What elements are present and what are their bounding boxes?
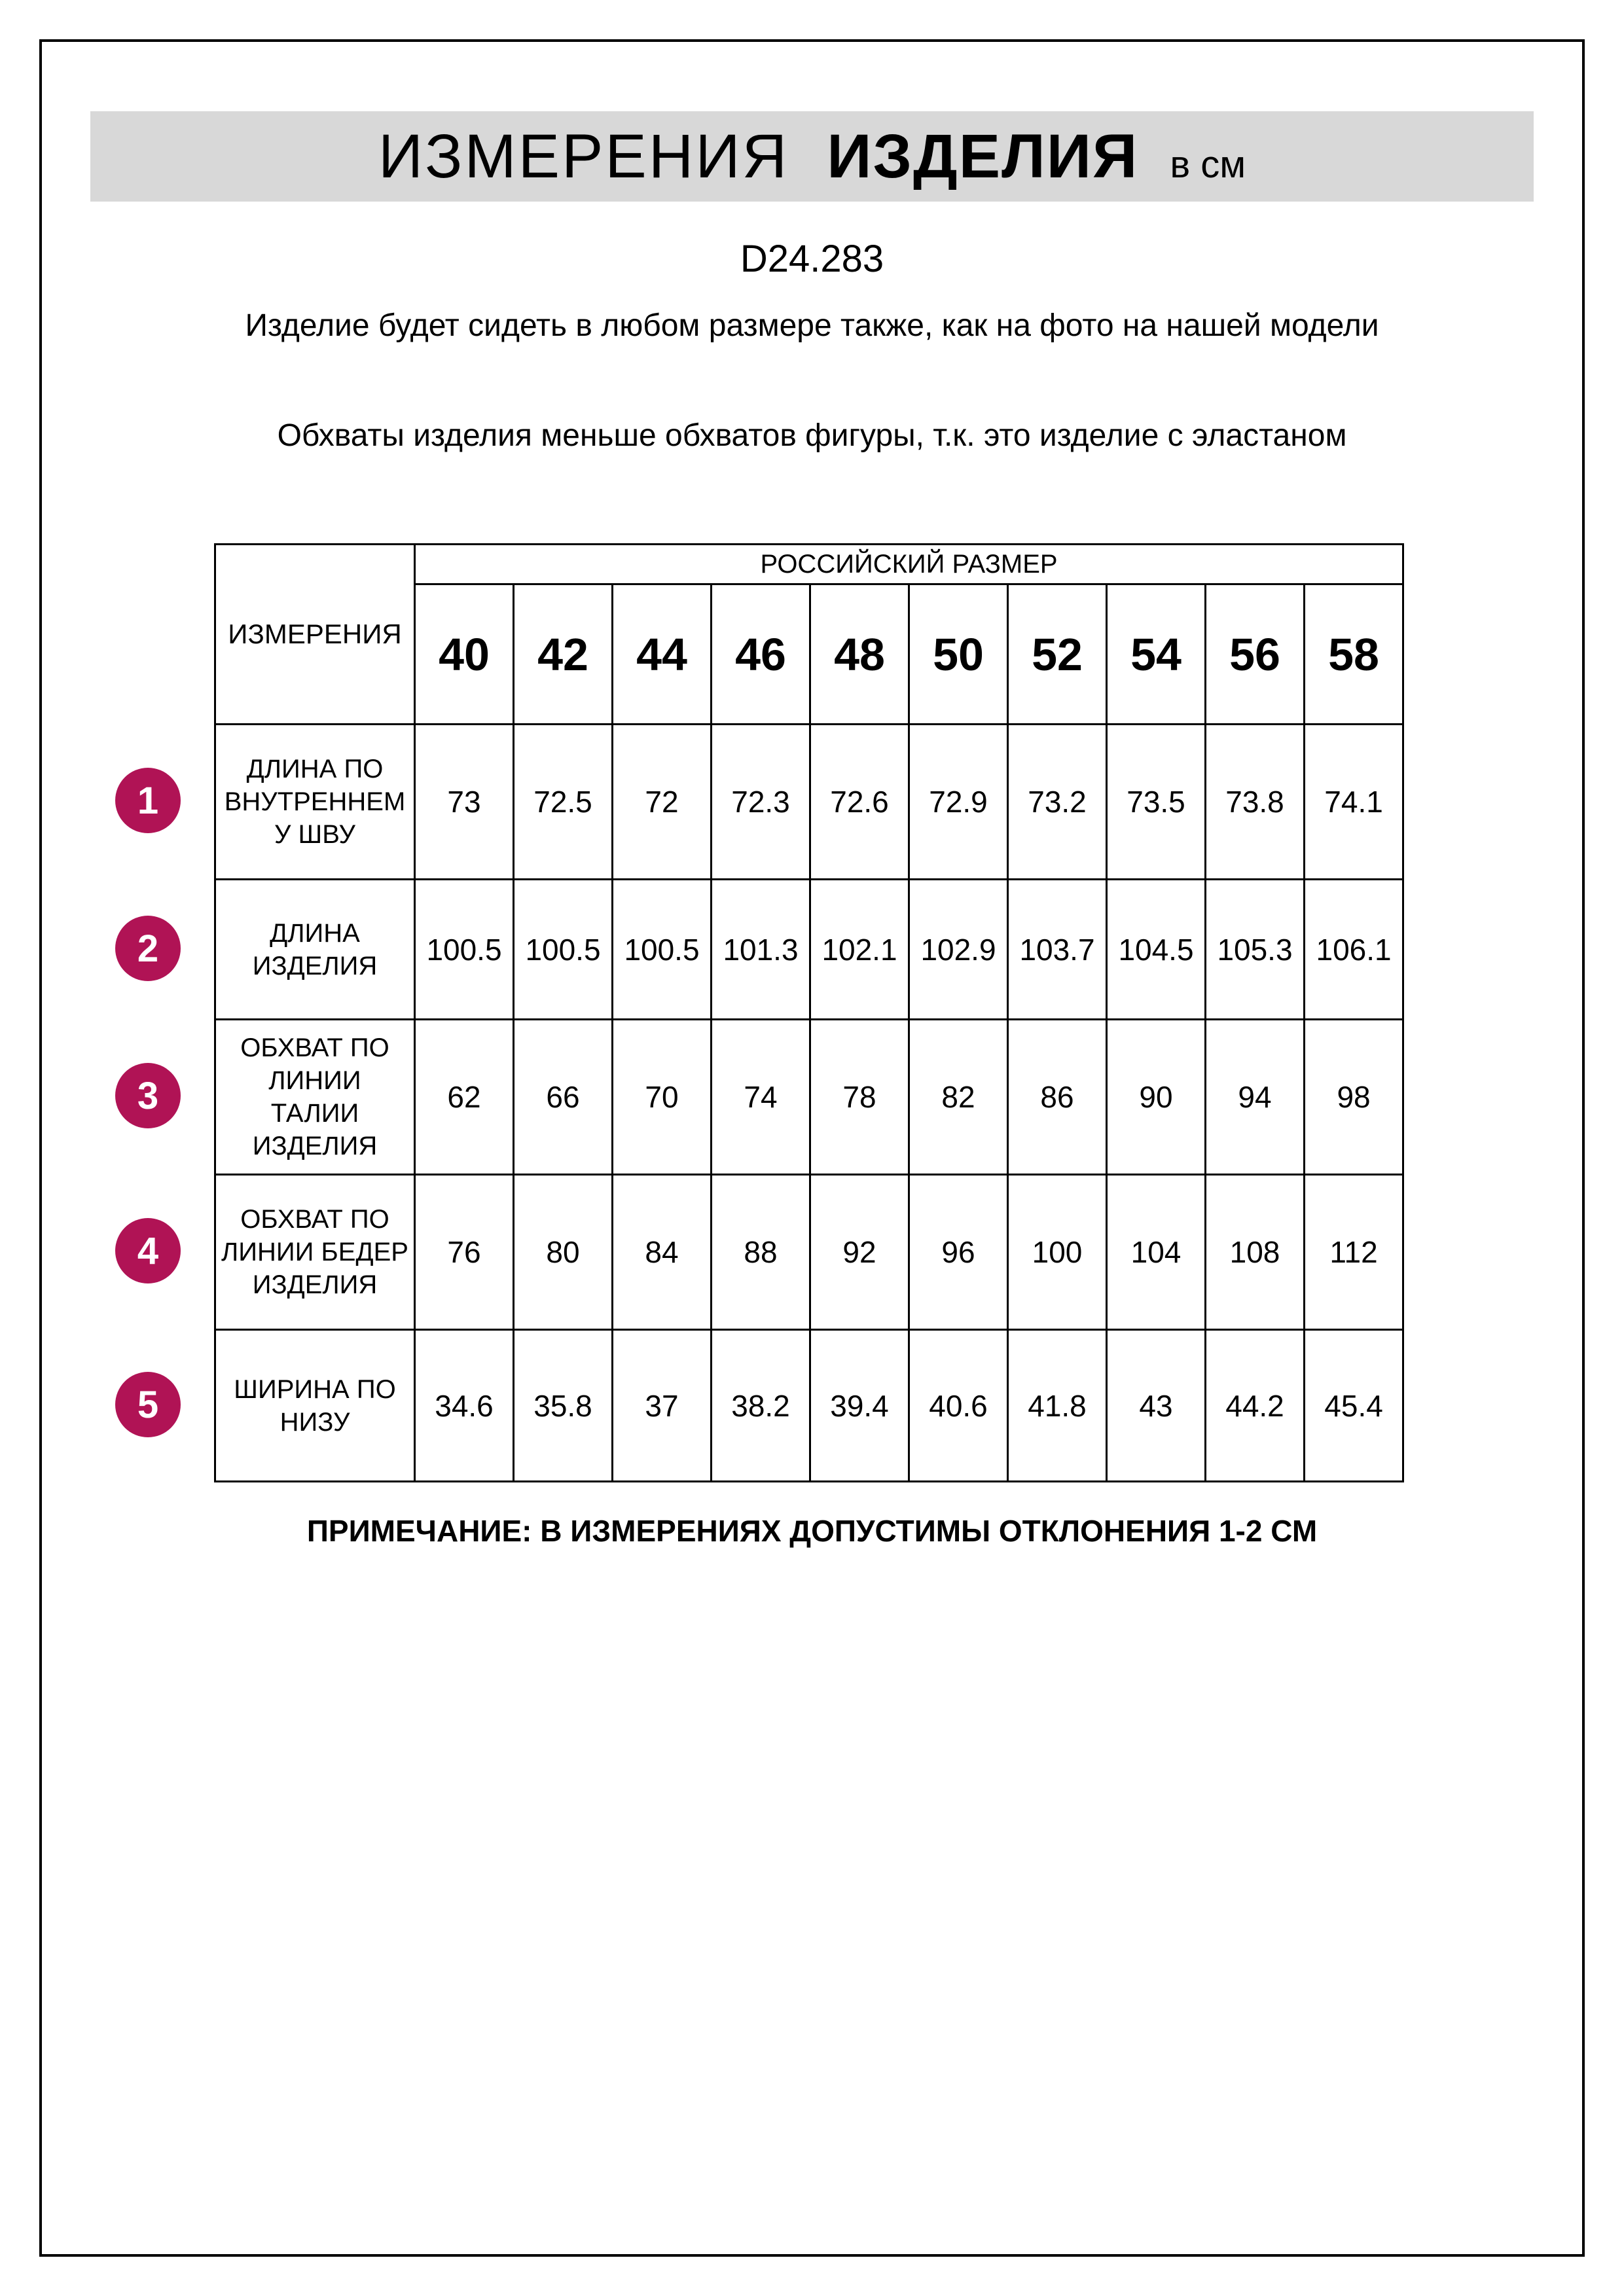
measurement-value: 106.1 [1305,880,1403,1020]
measurement-value: 100 [1008,1175,1107,1330]
tolerance-note: ПРИМЕЧАНИЕ: В ИЗМЕРЕНИЯХ ДОПУСТИМЫ ОТКЛОНЕНИЯ 1-2 СМ [306,1514,1318,1548]
measurements-column-header: ИЗМЕРЕНИЯ [215,545,415,725]
measurement-row-label: ОБХВАТ ПО ЛИНИИ ТАЛИИ ИЗДЕЛИЯ [215,1020,415,1175]
measurement-value: 105.3 [1206,880,1305,1020]
measurement-value: 88 [712,1175,810,1330]
measurement-value: 86 [1008,1020,1107,1175]
table-row [215,1020,1403,1175]
measurement-value: 100.5 [415,880,514,1020]
table-row [215,880,1403,1020]
row-number-badge: 1 [115,768,181,833]
measurement-value: 40.6 [909,1330,1008,1482]
measurement-value: 72.3 [712,725,810,880]
measurement-value: 62 [415,1020,514,1175]
measurement-value: 108 [1206,1175,1305,1330]
title-product: ИЗДЕЛИЯ [827,121,1139,191]
size-col-header: 46 [712,584,810,725]
measurement-value: 74 [712,1020,810,1175]
size-col-header: 56 [1206,584,1305,725]
intro-note-elastane: Обхваты изделия меньше обхватов фигуры, т.к. это изделие с эластаном [277,418,1347,453]
page-title [378,121,1246,192]
measurement-value: 96 [909,1175,1008,1330]
measurement-value: 104 [1107,1175,1206,1330]
measurement-value: 37 [613,1330,712,1482]
measurement-value: 78 [810,1020,909,1175]
measurements-table [214,543,1404,1482]
measurement-value: 80 [514,1175,613,1330]
measurement-value: 66 [514,1020,613,1175]
size-col-header: 58 [1305,584,1403,725]
measurement-value: 35.8 [514,1330,613,1482]
size-col-header: 50 [909,584,1008,725]
measurement-value: 84 [613,1175,712,1330]
measurement-value: 90 [1107,1020,1206,1175]
size-col-header: 42 [514,584,613,725]
measurement-value: 82 [909,1020,1008,1175]
measurement-value: 41.8 [1008,1330,1107,1482]
measurement-value: 38.2 [712,1330,810,1482]
row-number-badge: 5 [115,1372,181,1437]
measurement-value: 102.9 [909,880,1008,1020]
measurement-value: 73 [415,725,514,880]
measurement-value: 104.5 [1107,880,1206,1020]
measurement-row-label: ОБХВАТ ПО ЛИНИИ БЕДЕР ИЗДЕЛИЯ [215,1175,415,1330]
measurement-value: 100.5 [514,880,613,1020]
table-row [215,725,1403,880]
measurement-value: 72.6 [810,725,909,880]
article-number: D24.283 [740,238,884,280]
measurement-row-label: ДЛИНА ИЗДЕЛИЯ [215,880,415,1020]
measurement-value: 94 [1206,1020,1305,1175]
measurement-value: 39.4 [810,1330,909,1482]
measurement-value: 101.3 [712,880,810,1020]
measurement-value: 102.1 [810,880,909,1020]
measurement-value: 112 [1305,1175,1403,1330]
measurement-value: 98 [1305,1020,1403,1175]
size-col-header: 48 [810,584,909,725]
title-unit: в см [1170,143,1246,186]
measurement-value: 73.5 [1107,725,1206,880]
russian-size-header: РОССИЙСКИЙ РАЗМЕР [415,545,1403,584]
measurement-value: 73.8 [1206,725,1305,880]
measurement-value: 76 [415,1175,514,1330]
size-col-header: 40 [415,584,514,725]
measurement-value: 45.4 [1305,1330,1403,1482]
title-band [90,111,1534,202]
measurement-row-label: ДЛИНА ПО ВНУТРЕННЕМУ ШВУ [215,725,415,880]
measurement-value: 103.7 [1008,880,1107,1020]
row-number-badge: 4 [115,1218,181,1283]
measurement-value: 100.5 [613,880,712,1020]
measurement-value: 70 [613,1020,712,1175]
measurement-value: 72.9 [909,725,1008,880]
row-number-badge: 3 [115,1063,181,1128]
measurement-value: 74.1 [1305,725,1403,880]
row-number-badge: 2 [115,916,181,981]
measurement-row-label: ШИРИНА ПО НИЗУ [215,1330,415,1482]
table-row [215,1175,1403,1330]
measurement-value: 73.2 [1008,725,1107,880]
measurement-value: 34.6 [415,1330,514,1482]
measurement-value: 72 [613,725,712,880]
size-col-header: 44 [613,584,712,725]
measurement-value: 72.5 [514,725,613,880]
intro-note-fit: Изделие будет сидеть в любом размере также, как на фото на нашей модели [245,308,1379,343]
title-measurements: ИЗМЕРЕНИЯ [378,121,789,191]
size-col-header: 54 [1107,584,1206,725]
measurement-value: 44.2 [1206,1330,1305,1482]
table-row [215,1330,1403,1482]
measurement-value: 92 [810,1175,909,1330]
measurement-value: 43 [1107,1330,1206,1482]
size-col-header: 52 [1008,584,1107,725]
